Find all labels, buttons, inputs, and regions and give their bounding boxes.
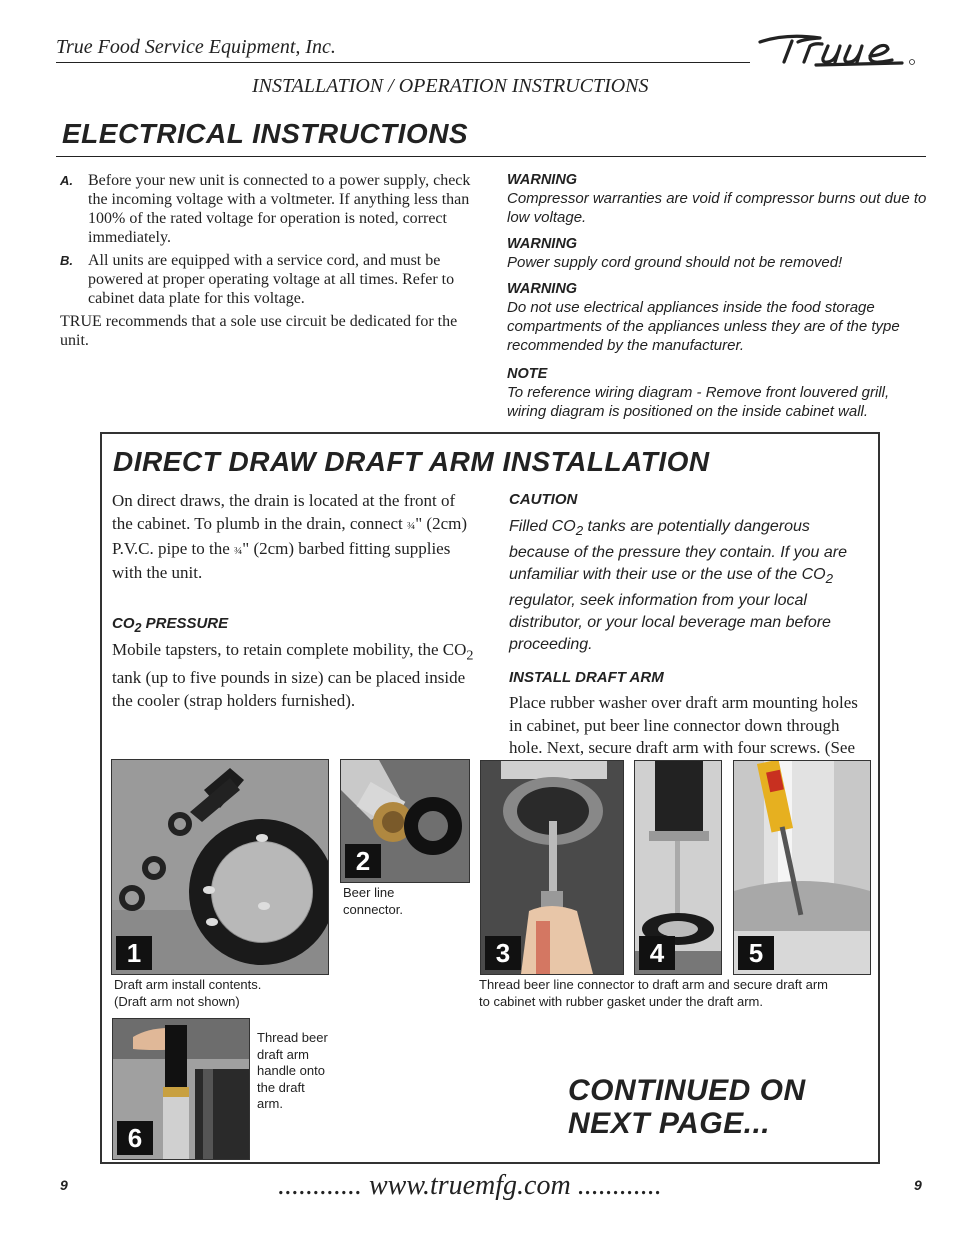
image-number-badge: 1 (116, 936, 152, 970)
page-number-right: 9 (914, 1177, 922, 1193)
image-number-badge: 2 (345, 844, 381, 878)
image-number-badge: 4 (639, 936, 675, 970)
warning-heading: WARNING (507, 281, 578, 297)
photo-thread-connector (480, 760, 624, 975)
warning-block (507, 280, 927, 355)
drain-instructions (112, 490, 474, 713)
images-3-5-caption: Thread beer line connector to draft arm and secure draft arm to cabinet with rubber gasket under the draft arm. (479, 977, 829, 1009)
item-letter: B. (60, 253, 73, 268)
footer-url[interactable]: ............ www.truemfg.com ............ (278, 1170, 662, 1201)
image-number-badge: 5 (738, 936, 774, 970)
item-text: Before your new unit is connected to a power supply, check the incoming voltage with a voltmeter. If anything less than 100% of the rated voltage for operation is noted, correct immediately. (88, 172, 471, 246)
company-name: True Food Service Equipment, Inc. (56, 36, 336, 58)
image-1-caption: Draft arm install contents. (Draft arm not shown) (114, 977, 262, 1009)
true-logo (756, 30, 918, 70)
install-draft-arm-text: Place rubber washer over draft arm mounting holes in cabinet, put beer line connector down through hole. Next, secure draft arm with four screws. (See (509, 693, 858, 758)
item-text: All units are equipped with a service cord, and must be powered at proper operating voltage at all times. Refer to cabinet data plate for this voltage. (88, 252, 455, 307)
draft-section-title: DIRECT DRAW DRAFT ARM INSTALLATION (113, 446, 710, 477)
note-block (507, 365, 927, 421)
section-rule (56, 156, 926, 157)
item-letter: A. (60, 173, 73, 188)
warning-text: Do not use electrical appliances inside the food storage compartments of the appliances unless they are of the type recommended by the manufacturer. (507, 299, 900, 354)
photo-draft-arm-gasket (634, 760, 722, 975)
image-2-caption: Beer line connector. (343, 885, 403, 917)
caution-install-column (509, 490, 869, 782)
co2-pressure-heading: $CO_2$ PRESSURE (112, 615, 229, 636)
warning-block (507, 171, 927, 227)
image-6-caption: Thread beer draft arm handle onto the draft arm. (257, 1030, 328, 1111)
warnings-column (507, 171, 927, 421)
instruction-item-b (60, 251, 478, 308)
header-rule (56, 62, 750, 63)
page-number-left: 9 (60, 1177, 68, 1193)
photo-secure-screws (733, 760, 871, 975)
electrical-instructions-list (60, 171, 478, 350)
document-subtitle: INSTALLATION / OPERATION INSTRUCTIONS (252, 75, 649, 97)
drain-paragraph: On direct draws, the drain is located at the front of the cabinet. To plumb in the drain, connect ¾" (2cm) P.V.C. pipe to the ¾" (2cm) barbed fitting supplies with the unit. (112, 491, 467, 583)
photo-install-contents (111, 759, 329, 975)
warning-heading: WARNING (507, 236, 578, 252)
electrical-section-title: ELECTRICAL INSTRUCTIONS (62, 118, 469, 149)
recommendation-text: TRUE recommends that a sole use circuit be dedicated for the unit. (60, 313, 458, 349)
photo-draft-arm-handle (112, 1018, 250, 1160)
photo-beer-line-connector (340, 759, 470, 883)
warning-block (507, 235, 927, 272)
instruction-item-a (60, 171, 478, 247)
continued-notice: CONTINUED ON NEXT PAGE... (568, 1074, 806, 1140)
warning-text: Compressor warranties are void if compressor burns out due to low voltage. (507, 190, 927, 226)
warning-text: Power supply cord ground should not be removed! (507, 254, 843, 271)
note-heading: NOTE (507, 366, 548, 382)
install-draft-arm-heading: INSTALL DRAFT ARM (509, 669, 664, 687)
note-text: To reference wiring diagram - Remove front louvered grill, wiring diagram is positioned on the inside cabinet wall. (507, 384, 890, 420)
caution-text: Filled $CO_2$ tanks are potentially dangerous because of the pressure they contain. If you are unfamiliar with their use or the use of the $CO_2$ regulator, seek information from your local distributor, or your local beverage man before proceeding. (509, 518, 847, 654)
image-number-badge: 3 (485, 936, 521, 970)
caution-heading: CAUTION (509, 491, 578, 508)
warning-heading: WARNING (507, 172, 578, 188)
co2-pressure-text: Mobile tapsters, to retain complete mobility, the $CO_2$ tank (up to five pounds in size) can be placed inside the cooler (strap holders furnished). (112, 640, 474, 711)
image-number-badge: 6 (117, 1121, 153, 1155)
